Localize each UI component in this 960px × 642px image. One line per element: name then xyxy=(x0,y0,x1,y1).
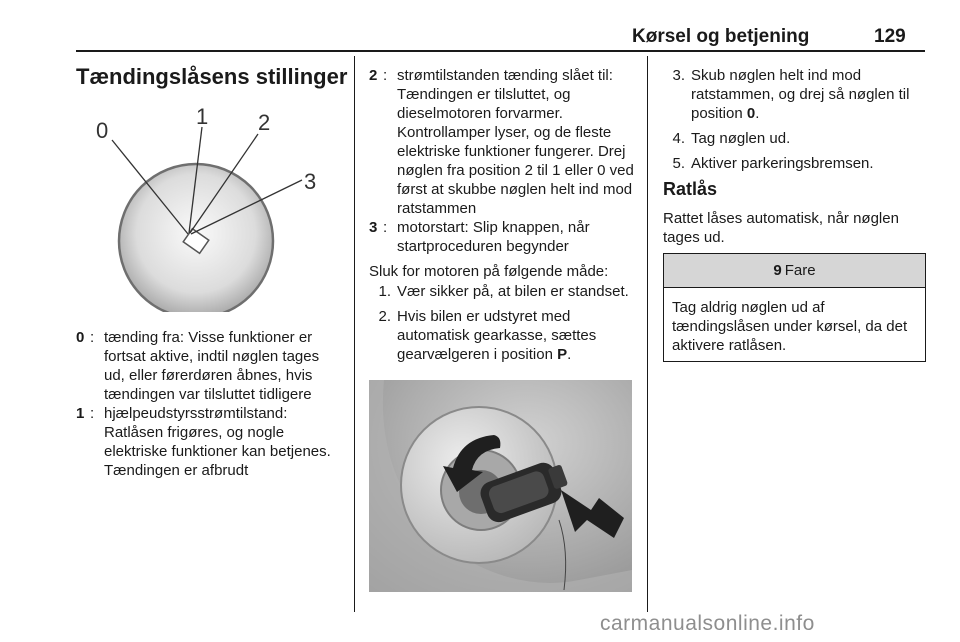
section-title: Tændingslåsens stillinger xyxy=(76,64,348,89)
legend-item xyxy=(369,218,637,256)
step-text: Tag nøglen ud. xyxy=(691,130,791,147)
step-punctuation: . xyxy=(567,346,572,363)
column-divider xyxy=(354,56,355,612)
ratlas-text: Rattet låses automatisk, når nøglen tages ud. xyxy=(663,210,899,246)
step-text: Aktiver parkeringsbremsen. xyxy=(691,155,874,172)
procedure-steps-right xyxy=(663,66,925,179)
position-label-1: 1 xyxy=(196,104,209,129)
position-legend-middle xyxy=(369,66,637,256)
legend-text: tænding fra: Visse funktioner er fortsat aktive, indtil nøglen tages ud, eller førerdøren åbnes, hvis tændingen var tilsluttet tidligere xyxy=(104,329,320,403)
ignition-positions-diagram xyxy=(90,102,330,312)
legend-key: 3 xyxy=(369,219,378,236)
legend-key: 1 xyxy=(76,405,85,422)
page-number: 129 xyxy=(874,26,906,47)
position-label-3: 3 xyxy=(304,169,317,194)
legend-colon: : xyxy=(90,329,95,346)
position-legend-left xyxy=(76,328,344,480)
procedure-step xyxy=(663,154,925,173)
legend-key: 2 xyxy=(369,67,378,84)
column-divider xyxy=(647,56,648,612)
step-text: Skub nøglen helt ind mod ratstammen, og drej så nøglen til position xyxy=(691,67,910,122)
step-number: 1. xyxy=(378,283,391,300)
procedure-step xyxy=(663,129,925,148)
key-position-0: 0 xyxy=(746,105,756,122)
step-number: 2. xyxy=(378,308,391,325)
header-rule xyxy=(76,50,925,52)
gear-position-p: P xyxy=(557,346,568,363)
procedure-steps-middle xyxy=(369,282,631,370)
ratlas-heading: Ratlås xyxy=(663,179,718,199)
procedure-step xyxy=(369,307,631,364)
step-number: 5. xyxy=(672,155,685,172)
warning-box xyxy=(663,253,926,362)
step-text: Hvis bilen er udstyret med automatisk gearkasse, sættes gearvælgeren i position xyxy=(397,308,597,363)
position-label-0: 0 xyxy=(96,118,109,143)
step-text: Vær sikker på, at bilen er standset. xyxy=(397,283,629,300)
legend-colon: : xyxy=(383,67,388,84)
warning-text: Tag aldrig nøglen ud af tændingslåsen under kørsel, da det aktivere ratlåsen. xyxy=(672,299,908,354)
warning-icon: 9 xyxy=(773,262,782,279)
legend-item xyxy=(76,404,344,480)
procedure-step xyxy=(663,66,925,123)
procedure-intro: Sluk for motoren på følgende måde: xyxy=(369,263,609,280)
watermark: carmanualsonline.info xyxy=(600,612,815,635)
legend-text: strømtilstanden tænding slået til: Tændingen er tilsluttet, og dieselmotoren forvarmer. Kontrollamper lyser, og de fleste elektriske funktioner fungerer. Drej nøglen fra position 2 til 1 eller 0 ved først at skubbe nøglen helt ind mod ratstammen xyxy=(397,67,634,217)
procedure-step xyxy=(369,282,631,301)
legend-item xyxy=(76,328,344,404)
legend-text: motorstart: Slip knappen, når startproceduren begynder xyxy=(397,219,590,255)
position-label-2: 2 xyxy=(258,110,271,135)
warning-title: Fare xyxy=(784,262,816,279)
step-number: 4. xyxy=(672,130,685,147)
warning-header xyxy=(664,254,925,288)
step-punctuation: . xyxy=(755,105,760,122)
legend-item xyxy=(369,66,637,218)
legend-colon: : xyxy=(383,219,388,236)
key-insertion-photo xyxy=(369,380,632,592)
step-number: 3. xyxy=(672,67,685,84)
legend-key: 0 xyxy=(76,329,85,346)
running-header-title: Kørsel og betjening xyxy=(632,26,810,47)
legend-colon: : xyxy=(90,405,95,422)
legend-text: hjælpeudstyrsstrømtilstand: Ratlåsen frigøres, og nogle elektriske funktioner kan betjenes. Tændingen er afbrudt xyxy=(104,405,331,479)
